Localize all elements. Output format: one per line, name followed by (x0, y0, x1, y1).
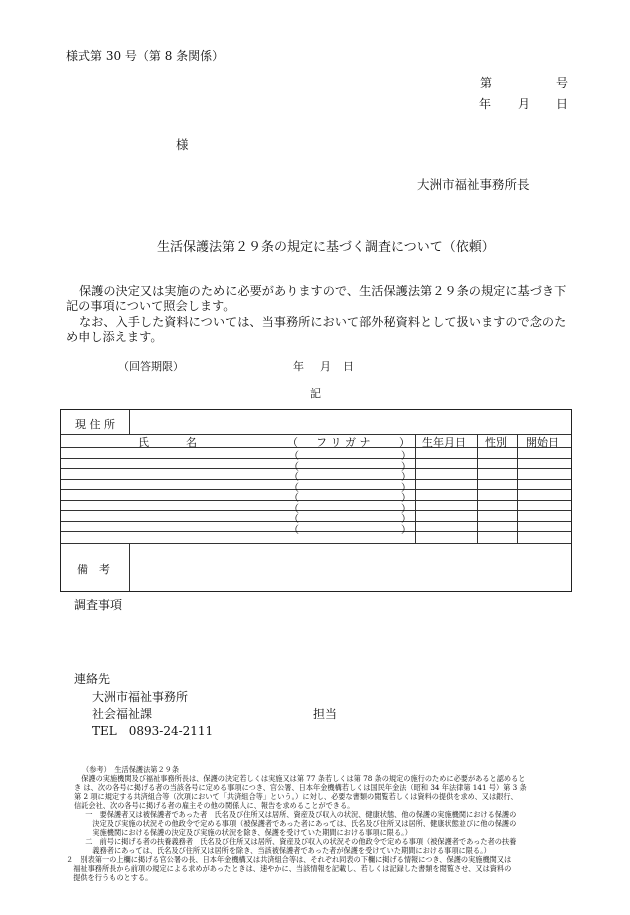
note-line: 福祉事務所長から前項の規定による求めがあったときは、速やかに、当該情報を記載し、若しくは記録した書類を閲覧させ、又は資料の (66, 864, 512, 873)
row-paren-close: ） (401, 451, 411, 462)
header-month: 月 (518, 97, 531, 111)
row-paren-close: ） (401, 514, 411, 525)
header-day: 日 (556, 97, 569, 111)
row-paren-open: （ (289, 472, 299, 483)
note-line: 保護の実施機関及び福祉事務所長は、保護の決定若しくは実施又は第 77 条若しくは第 78 条の規定の施行のために必要があると認めると (74, 774, 526, 783)
address-label: 現 住 所 (75, 418, 115, 431)
row-paren-open: （ (289, 504, 299, 515)
note-line: き は、次の各号に掲げる者の当該各号に定める事項につき、官公署、日本年金機構若しくは国民年金法（昭和 34 年法律第 141 号）第 3 条 (74, 783, 527, 792)
row-paren-close: ） (401, 504, 411, 515)
note-line: 二 前号に掲げる者の扶養義務者 氏名及び住所又は居所、資産及び収入の状況その他政令で定める事項（被保護者であった者の扶養 (78, 837, 517, 846)
deadline-year: 年 (293, 360, 304, 373)
row-paren-close: ） (401, 472, 411, 483)
row-paren-open: （ (289, 525, 299, 536)
note-line: 実施機関における保護の決定及び実施の状況を除き、保護を受けていた期間における事項に限る。） (78, 828, 412, 837)
deadline-month: 月 (320, 360, 331, 373)
ki-label: 記 (310, 387, 321, 400)
row-paren-open: （ (289, 483, 299, 494)
header-furigana: フ リ ガ ナ (316, 436, 371, 449)
header-year: 年 (479, 97, 492, 111)
note-line: 決定及び実施の状況その他政令で定める事項（被保護者であった者にあっては、氏名及び住所又は居所、健康状態並びに他の保護の (78, 819, 517, 828)
doc-number-prefix: 第 (480, 76, 493, 90)
row-paren-close: ） (401, 462, 411, 473)
note-line: （参考） 生活保護法第２９条 (82, 765, 180, 774)
header-name-1: 氏 (138, 436, 149, 449)
header-furigana-close: ） (399, 436, 410, 449)
header-furigana-open: （ (287, 436, 298, 449)
subject-table (60, 409, 572, 592)
note-line: 第 2 項に規定する共済組合等（次項において「共済組合等」という。）に対し、必要な書類の閲覧若しくは資料の提供を求め、又は銀行、 (74, 792, 518, 801)
deadline-label: （回答期限） (118, 360, 184, 373)
header-dob: 生年月日 (422, 436, 466, 449)
body-paragraph-2: なお、入手した資料については、当事務所において部外秘資料として扱いますので念のため申し添えます。 (66, 315, 567, 344)
contact-division: 社会福祉課 (92, 707, 153, 721)
inquiry-label: 調査事項 (74, 598, 123, 612)
header-name-2: 名 (186, 436, 197, 449)
row-paren-open: （ (289, 514, 299, 525)
remarks-label: 備 考 (77, 563, 110, 576)
document-title: 生活保護法第２９条の規定に基づく調査について（依頼） (157, 240, 495, 255)
header-start-date: 開始日 (526, 436, 559, 449)
row-paren-open: （ (289, 493, 299, 504)
contact-office: 大洲市福祉事務所 (92, 690, 189, 704)
doc-number-suffix: 号 (556, 76, 569, 90)
row-paren-close: ） (401, 525, 411, 536)
header-gender: 性別 (485, 436, 507, 449)
note-line: 提供を行うものとする。 (66, 873, 153, 882)
note-line: 信託会社、次の各号に掲げる者の雇主その他の関係人に、報告を求めることができる。 (74, 801, 355, 810)
form-number: 様式第 30 号（第 8 条関係） (66, 49, 225, 63)
sender: 大洲市福祉事務所長 (417, 177, 530, 192)
addressee-suffix: 様 (176, 137, 189, 152)
note-line: 義務者にあっては、氏名及び住所又は居所を除き、当該被保護者であった者が保護を受けていた期間における事項に限る。） (78, 846, 491, 855)
row-paren-close: ） (401, 493, 411, 504)
contact-tel: TEL 0893-24-2111 (92, 724, 214, 738)
contact-label: 連絡先 (74, 672, 111, 686)
row-paren-close: ） (401, 483, 411, 494)
note-line: 一 要保護者又は被保護者であった者 氏名及び住所又は居所、資産及び収入の状況、健康状態、他の保護の実施機関における保護の (78, 810, 517, 819)
body-paragraph-1: 保護の決定又は実施のために必要がありますので、生活保護法第２９条の規定に基づき下記の事項について照会します。 (66, 284, 567, 313)
contact-person: 担当 (313, 707, 338, 721)
row-paren-open: （ (289, 462, 299, 473)
note-line: ２ 別表第一の上欄に掲げる官公署の長、日本年金機構又は共済組合等は、それぞれ同表の下欄に掲げる情報につき、保護の実施機関又は (66, 855, 512, 864)
row-paren-open: （ (289, 451, 299, 462)
deadline-day: 日 (343, 360, 354, 373)
